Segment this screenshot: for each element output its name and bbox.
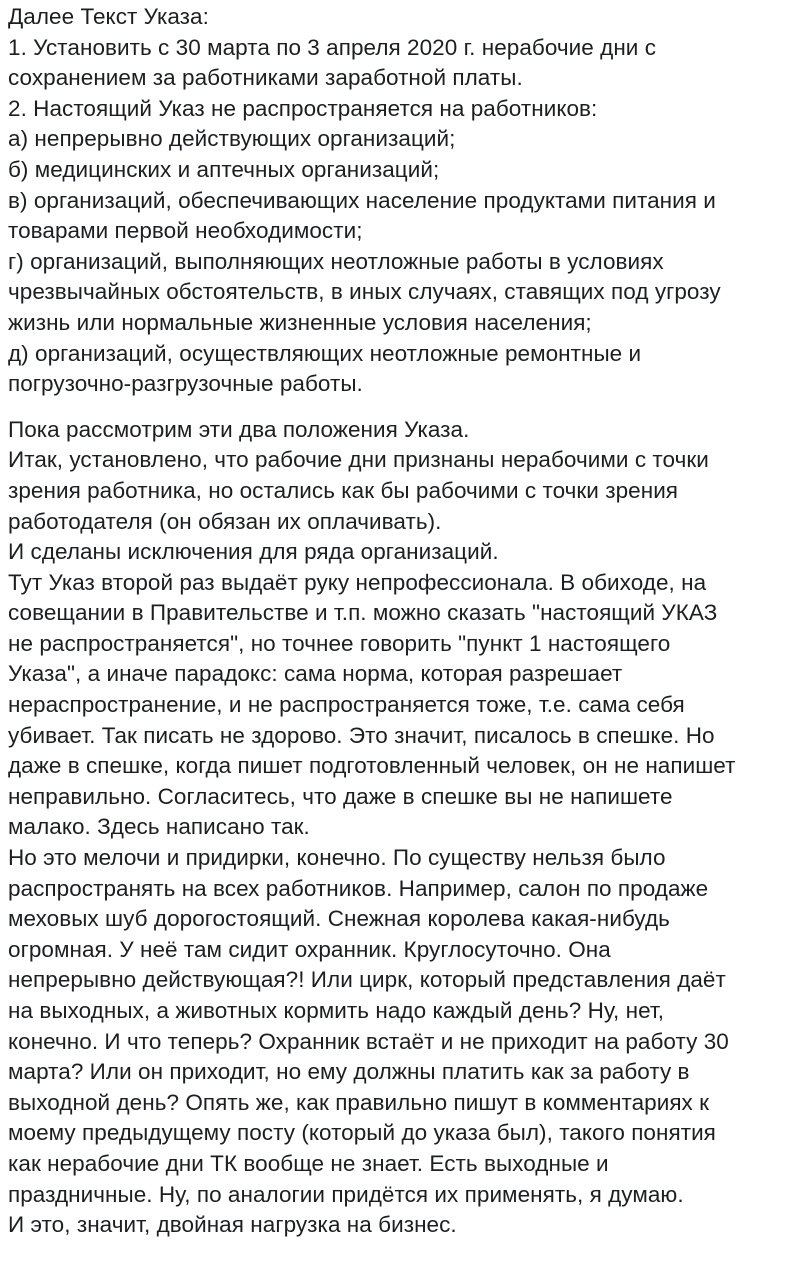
text-line: товарами первой необходимости; — [8, 218, 363, 244]
post-body — [8, 2, 792, 1241]
text-line: г) организаций, выполняющих неотложные работы в условиях — [8, 248, 664, 274]
text-line: работодателя (он обязан их оплачивать). — [8, 508, 442, 534]
text-line: зрения работника, но остались как бы рабочими с точки зрения — [8, 477, 679, 503]
text-line: малако. Здесь написано так. — [8, 814, 310, 840]
text-line: марта? Или он приходит, но ему должны платить как за работу в — [8, 1059, 690, 1085]
decree-text-paragraph — [8, 2, 792, 400]
text-line: И это, значит, двойная нагрузка на бизнес. — [8, 1212, 457, 1238]
text-line: Но это мелочи и придирки, конечно. По существу нельзя было — [8, 845, 666, 871]
text-line: Тут Указ второй раз выдаёт руку непрофессионала. В обиходе, на — [8, 569, 707, 595]
text-line: конечно. И что теперь? Охранник встаёт и не приходит на работу 30 — [8, 1028, 729, 1054]
text-line: а) непрерывно действующих организаций; — [8, 126, 456, 152]
text-line: непрерывно действующая?! Или цирк, который представления даёт — [8, 967, 726, 993]
text-line: б) медицинских и аптечных организаций; — [8, 156, 440, 182]
text-line: чрезвычайных обстоятельств, в иных случаях, ставящих под угрозу — [8, 279, 721, 305]
text-line: даже в спешке, когда пишет подготовленный человек, он не напишет — [8, 753, 736, 779]
text-line: в) организаций, обеспечивающих население продуктами питания и — [8, 187, 716, 213]
text-line: И сделаны исключения для ряда организаций. — [8, 539, 499, 565]
text-line: огромная. У неё там сидит охранник. Круглосуточно. Она — [8, 936, 611, 962]
text-line: Итак, установлено, что рабочие дни признаны нерабочими с точки — [8, 447, 709, 473]
text-line: сохранением за работниками заработной платы. — [8, 65, 523, 91]
text-line: 2. Настоящий Указ не распространяется на работников: — [8, 95, 598, 121]
text-line: погрузочно-разгрузочные работы. — [8, 371, 363, 397]
text-line: как нерабочие дни ТК вообще не знает. Есть выходные и — [8, 1150, 609, 1176]
text-line: Далее Текст Указа: — [8, 4, 209, 29]
text-line: Пока рассмотрим эти два положения Указа. — [8, 416, 470, 442]
text-line: моему предыдущему посту (который до указа был), такого понятия — [8, 1120, 716, 1146]
text-line: жизнь или нормальные жизненные условия населения; — [8, 309, 592, 335]
text-line: Указа", а иначе парадокс: сама норма, которая разрешает — [8, 661, 623, 687]
text-line: праздничные. Ну, по аналогии придётся их применять, я думаю. — [8, 1181, 684, 1207]
text-line: 1. Установить с 30 марта по 3 апреля 2020 г. нерабочие дни с — [8, 34, 657, 60]
text-line: выходной день? Опять же, как правильно пишут в комментариях к — [8, 1089, 710, 1115]
paragraph-gap — [8, 400, 792, 415]
text-line: нераспространение, и не распространяется тоже, т.е. сама себя — [8, 692, 685, 718]
text-line: убивает. Так писать не здорово. Это значит, писалось в спешке. Но — [8, 722, 715, 748]
text-line: совещании в Правительстве и т.п. можно сказать "настоящий УКАЗ — [8, 600, 718, 626]
text-line: д) организаций, осуществляющих неотложные ремонтные и — [8, 340, 642, 366]
commentary-paragraph — [8, 415, 792, 1241]
text-line: на выходных, а животных кормить надо каждый день? Ну, нет, — [8, 998, 665, 1023]
text-line: распространять на всех работников. Например, салон по продаже — [8, 875, 709, 901]
text-line: неправильно. Согласитесь, что даже в спешке вы не напишете — [8, 783, 673, 809]
text-line: не распространяется", но точнее говорить "пункт 1 настоящего — [8, 630, 671, 656]
text-line: меховых шуб дорогостоящий. Снежная королева какая-нибудь — [8, 906, 670, 932]
